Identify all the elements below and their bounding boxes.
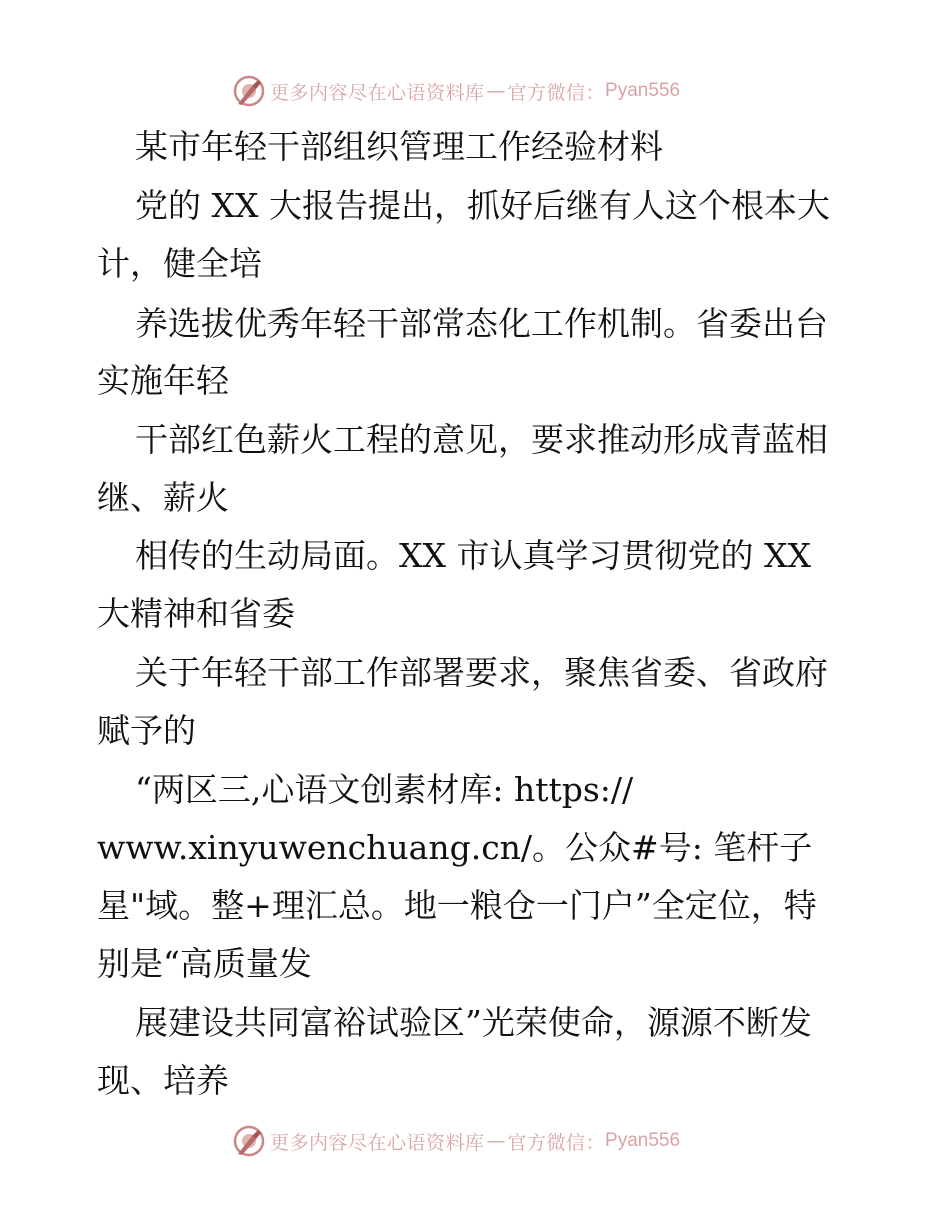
header-watermark <box>232 71 680 111</box>
body-line: www.xinyuwenchuang.cn/。公众#号: 笔杆子 <box>97 828 813 867</box>
body-line: 现、培养 <box>97 1061 229 1100</box>
watermark-text: 更多内容尽在心语资料库 <box>270 81 485 104</box>
body-line: 相传的生动局面。XX 市认真学习贯彻党的 XX <box>135 536 811 575</box>
body-line: 赋予的 <box>97 711 196 750</box>
watermark-label: 官方微信： <box>507 81 606 104</box>
body-line: 关于年轻干部工作部署要求，聚焦省委、省政府 <box>135 653 828 692</box>
body-line: “两区三,心语文创素材库: https:// <box>135 770 634 809</box>
body-line: 大精神和省委 <box>97 594 295 633</box>
body-line: 继、薪火 <box>97 478 229 517</box>
watermark-account: Pyan556 <box>605 80 681 101</box>
body-line: 展建设共同富裕试验区”光荣使命，源源不断发 <box>135 1003 812 1042</box>
body-line: 实施年轻 <box>97 361 229 400</box>
body-line: 星"域。整+理汇总。地一粮仓一门户”全定位，特 <box>97 886 817 925</box>
watermark-account: Pyan556 <box>605 1130 681 1151</box>
body-line: 党的 XX 大报告提出，抓好后继有人这个根本大 <box>135 186 830 225</box>
pen-logo-icon <box>232 1124 266 1158</box>
watermark-label: 官方微信： <box>507 1131 606 1154</box>
pen-logo-icon <box>232 74 266 108</box>
watermark-dash: — <box>486 1130 506 1152</box>
footer-watermark <box>232 1121 680 1161</box>
watermark-dash: — <box>486 80 506 102</box>
body-line: 计，健全培 <box>97 244 262 283</box>
body-line: 别是“高质量发 <box>97 944 312 983</box>
document-title: 某市年轻干部组织管理工作经验材料 <box>135 127 663 166</box>
body-line: 干部红色薪火工程的意见，要求推动形成青蓝相 <box>135 420 828 459</box>
body-line: 养选拔优秀年轻干部常态化工作机制。省委出台 <box>135 304 828 343</box>
watermark-text: 更多内容尽在心语资料库 <box>270 1131 485 1154</box>
